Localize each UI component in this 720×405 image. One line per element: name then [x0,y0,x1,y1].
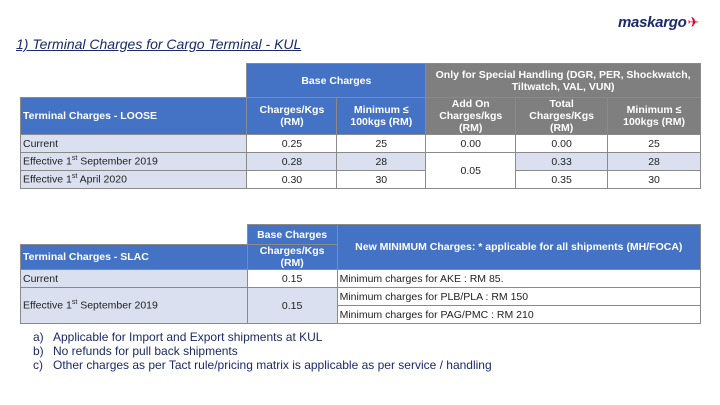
cell-charges: 0.28 [247,153,337,171]
notes-list [33,330,492,372]
cell-minimum2: 25 [608,135,701,153]
table-row [21,288,701,306]
cell-minimum2: 30 [608,171,701,189]
cell-total: 0.33 [516,153,608,171]
cell-charges: 0.25 [247,135,337,153]
cell-charges: 0.15 [247,270,337,288]
table-row [21,153,701,171]
cell-addon: 0.00 [426,135,516,153]
row-label: Current [21,135,247,153]
cell-charges: 0.30 [247,171,337,189]
loose-col-addon: Add On Charges/kgs (RM) [426,98,516,135]
cell-minimum-note: Minimum charges for PLB/PLA : RM 150 [337,288,700,306]
row-label: Effective 1st September 2019 [21,288,248,324]
maskargo-logo: maskargo✈ [618,14,699,31]
list-item: a) Applicable for Import and Export shipments at KUL [33,330,323,344]
loose-col-total: Total Charges/Kgs (RM) [516,98,608,135]
cell-addon: 0.05 [426,153,516,189]
table-row [21,135,701,153]
page-title: 1) Terminal Charges for Cargo Terminal - KUL [16,36,302,52]
cell-minimum-note: Minimum charges for PAG/PMC : RM 210 [337,306,700,324]
cell-minimum2: 28 [608,153,701,171]
slac-row-header: Terminal Charges - SLAC [21,245,248,270]
list-item: b) No refunds for pull back shipments [33,344,238,358]
cell-minimum: 25 [337,135,426,153]
logo-mark-icon: ✈ [687,14,699,30]
slac-col-charges: Charges/Kgs (RM) [247,245,337,270]
loose-col-charges: Charges/Kgs (RM) [247,98,337,135]
slac-base-charges-header: Base Charges [247,225,337,245]
cell-minimum-note: Minimum charges for AKE : RM 85. [337,270,700,288]
slac-charges-table [20,224,701,324]
row-label: Current [21,270,248,288]
loose-charges-table [20,63,701,189]
row-label: Effective 1st April 2020 [21,171,247,189]
table-row [21,171,701,189]
cell-charges: 0.15 [247,288,337,324]
table-row [21,270,701,288]
cell-total: 0.00 [516,135,608,153]
cell-minimum: 28 [337,153,426,171]
slac-minimum-header: New MINIMUM Charges: * applicable for all shipments (MH/FOCA) [337,225,700,270]
list-item: c) Other charges as per Tact rule/pricing matrix is applicable as per service / handling [33,358,492,372]
loose-row-header: Terminal Charges - LOOSE [21,98,247,135]
row-label: Effective 1st September 2019 [21,153,247,171]
loose-base-charges-header: Base Charges [247,64,426,98]
cell-total: 0.35 [516,171,608,189]
cell-minimum: 30 [337,171,426,189]
loose-col-minimum: Minimum ≤ 100kgs (RM) [337,98,426,135]
special-handling-header: Only for Special Handling (DGR, PER, Shockwatch, Tiltwatch, VAL, VUN) [426,64,701,98]
loose-col-minimum2: Minimum ≤ 100kgs (RM) [608,98,701,135]
